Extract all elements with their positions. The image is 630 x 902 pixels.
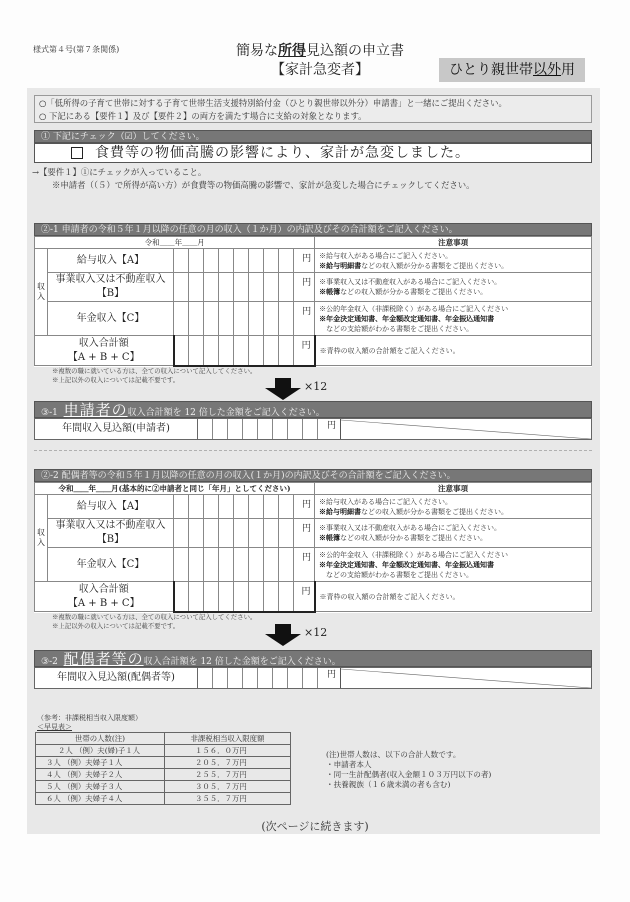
digit-cell[interactable]: [234, 302, 249, 336]
section-prefix: ③-2: [41, 657, 58, 667]
digit-cell[interactable]: [249, 273, 264, 302]
total-digit-cell[interactable]: [174, 336, 189, 366]
footnote: ※複数の職に就いている方は、全ての収入について記入してください。: [52, 367, 257, 375]
note-line: ※給与収入がある場合にご記入ください。: [319, 251, 453, 260]
yen-unit: 円: [294, 302, 315, 336]
digit-cell[interactable]: [219, 548, 234, 582]
checkbox-label: 食費等の物価高騰の影響により、家計が急変しました。: [95, 145, 470, 161]
multiplier-label: ×12: [304, 380, 328, 393]
tax-exempt-limit-table: [35, 732, 291, 805]
section-prefix: ③-1: [41, 408, 58, 418]
note-bold: ※給与明細書: [319, 260, 362, 270]
pension-notes: [315, 548, 592, 582]
digit-cell[interactable]: [204, 249, 219, 273]
digit-cell[interactable]: [243, 419, 258, 439]
form-number: 様式第４号(第７条関係): [33, 45, 120, 54]
digit-cell[interactable]: [189, 249, 204, 273]
page-title: [200, 42, 440, 80]
household-size: ６人 （例）夫婦子４人: [36, 793, 165, 805]
income-limit: ３５５．７万円: [165, 793, 291, 805]
digit-cell[interactable]: [174, 273, 189, 302]
section-2-2-header: ②-2 配偶者等の令和５年１月以降の任意の月の収入(１か月)の内訳及びその合計額をご記入ください。: [34, 469, 592, 482]
digit-cell[interactable]: [204, 548, 219, 582]
note-bold: ※給与明細書: [319, 506, 362, 516]
yen-unit: 円: [294, 495, 315, 519]
digit-cell[interactable]: [189, 519, 204, 548]
digit-cell[interactable]: [264, 519, 279, 548]
digit-cell[interactable]: [273, 419, 288, 439]
digit-cell[interactable]: [219, 273, 234, 302]
digit-cell[interactable]: [264, 249, 279, 273]
digit-cell[interactable]: [249, 548, 264, 582]
digit-cell[interactable]: [279, 249, 294, 273]
reference-subcaption: ＜早見表＞: [37, 723, 72, 731]
digit-cell[interactable]: [264, 302, 279, 336]
total-digit-cell[interactable]: [174, 582, 189, 612]
footnote: ※上記以外の収入については記載不要です。: [52, 622, 180, 630]
digit-cell[interactable]: [249, 495, 264, 519]
total-notes: ※青枠の収入額の合計額をご記入ください。: [315, 336, 592, 366]
note-bold: ※帳簿: [319, 533, 341, 542]
notes-header: 注意事項: [315, 483, 592, 495]
household-size: ２人 （例）夫(婦)子１人: [36, 745, 165, 757]
table-row: [36, 745, 291, 757]
notes-header: 注意事項: [315, 237, 592, 249]
form-type-badge: [439, 58, 585, 82]
digit-cell[interactable]: [204, 495, 219, 519]
yen-unit: 円: [294, 249, 315, 273]
total-digit-cell[interactable]: [189, 336, 204, 366]
down-arrow-icon: [265, 378, 301, 400]
total-income-label: [35, 582, 174, 612]
total-digit-cell[interactable]: [204, 582, 219, 612]
income-limit: １５６．０万円: [165, 745, 291, 757]
label-line-1: 事業収入又は不動産収入: [55, 274, 166, 285]
requirement-1-subtext: ※申請者（（５）で所得が高い方）が食費等の物価高騰の影響で、家計が急変した場合にチェックしてください。: [52, 180, 475, 190]
note-bold: ※帳簿: [319, 287, 341, 296]
label-line-2: 【B】: [96, 534, 125, 545]
total-notes: ※青枠の収入額の合計額をご記入ください。: [315, 582, 592, 612]
digit-cell[interactable]: [279, 302, 294, 336]
section-2-2-footnotes: [52, 613, 256, 631]
digit-cell[interactable]: [219, 302, 234, 336]
requirement-1-note: [32, 166, 475, 192]
digit-cell[interactable]: [228, 668, 243, 688]
digit-cell[interactable]: [258, 419, 273, 439]
total-digit-cell[interactable]: [204, 336, 219, 366]
annual-income-spouse-label: 年間収入見込額(配偶者等): [35, 668, 198, 688]
note-line: などの支給額がわかる書類をご提出ください。: [319, 324, 474, 333]
salary-notes: [315, 249, 592, 273]
household-count-note: [326, 750, 491, 790]
digit-cell[interactable]: [174, 302, 189, 336]
digit-cell[interactable]: [249, 519, 264, 548]
footnote: ※上記以外の収入については記載不要です。: [52, 376, 180, 384]
digit-cell[interactable]: [174, 249, 189, 273]
digit-cell[interactable]: [258, 668, 273, 688]
digit-cell[interactable]: [213, 668, 228, 688]
yen-unit: 円: [294, 519, 315, 548]
note-line: ※公的年金収入（非課税除く）がある場合にご記入ください: [319, 550, 509, 559]
page-subtitle: 【家計急変者】: [271, 62, 369, 78]
income-limit: ３０５．７万円: [165, 781, 291, 793]
section-2-1-header: ②-1 申請者の令和５年１月以降の任意の月の収入（１か月）の内訳及びその合計額をご記入ください。: [34, 223, 592, 236]
total-digit-cell[interactable]: [234, 336, 249, 366]
digit-cell[interactable]: [174, 548, 189, 582]
business-income-label: [48, 273, 174, 302]
section-divider: [34, 450, 592, 451]
notice-box: [34, 95, 592, 123]
business-notes: [315, 519, 592, 548]
section-1-header: ① 下記にチェック（☑）してください。: [34, 130, 592, 143]
label-line-1: 収入合計額: [78, 583, 129, 595]
column-header: 世帯の人数(注): [36, 733, 165, 745]
salary-income-label: 給与収入【A】: [48, 249, 174, 273]
yen-unit: 円: [294, 336, 315, 366]
digit-cell[interactable]: [234, 548, 249, 582]
digit-cell[interactable]: [264, 273, 279, 302]
note-line: などの支給額がわかる書類をご提出ください。: [319, 570, 474, 579]
total-digit-cell[interactable]: [189, 582, 204, 612]
label-line-1: 収入合計額: [78, 337, 129, 349]
digit-cell[interactable]: [234, 273, 249, 302]
note-rest: などの収入額が分かる書類をご提出ください。: [340, 534, 488, 542]
note-title: (注)世帯人数は、以下の合計人数です。: [326, 750, 461, 759]
digit-cell[interactable]: [174, 495, 189, 519]
section-emphasis: 配偶者等の: [63, 650, 144, 667]
note-item: ・扶養親族（１６歳未満の者も含む): [326, 780, 451, 789]
section-2-1-footnotes: [52, 367, 256, 385]
note-line: ※事業収入又は不動産収入がある場合にご記入ください。: [319, 524, 502, 532]
total-digit-cell[interactable]: [264, 582, 279, 612]
period-label: 令和＿＿年＿＿月(基本的に②申請者と同じ「年月」としてください): [35, 483, 315, 495]
section-3-1-header: [34, 401, 592, 418]
label-line-2: 【A + B + C】: [67, 351, 140, 363]
household-size: ５人 （例）夫婦子３人: [36, 781, 165, 793]
pension-notes: [315, 302, 592, 336]
period-label: 令和＿＿年＿＿月: [35, 237, 315, 249]
total-digit-cell[interactable]: [279, 582, 294, 612]
digit-cell[interactable]: [189, 495, 204, 519]
digit-cell[interactable]: [228, 419, 243, 439]
digit-cell[interactable]: [204, 519, 219, 548]
badge-suffix: 用: [561, 62, 575, 78]
section-3-2-header: [34, 650, 592, 667]
digit-cell[interactable]: [279, 273, 294, 302]
yen-unit: 円: [294, 582, 315, 612]
label-line-2: 【B】: [96, 288, 125, 299]
hardship-checkbox-row[interactable]: [34, 143, 592, 163]
diagonal-strike: [341, 419, 591, 439]
note-bold: ※年金決定通知書、年金額改定通知書、年金振込通知書: [319, 559, 495, 569]
applicant-income-table: [34, 236, 592, 367]
salary-notes: [315, 495, 592, 519]
reference-caption: （参考：非課税相当収入限度額）: [37, 714, 142, 722]
note-bold: ※年金決定通知書、年金額改定通知書、年金振込通知書: [319, 313, 495, 323]
income-side-label: 収入: [35, 249, 48, 336]
annual-income-applicant-row: [34, 418, 592, 440]
note-line: ※公的年金収入（非課税除く）がある場合にご記入ください: [319, 304, 509, 313]
digit-cell[interactable]: [234, 249, 249, 273]
digit-cell[interactable]: [279, 495, 294, 519]
income-limit: ２５５．７万円: [165, 769, 291, 781]
annual-income-spouse-row: [34, 667, 592, 689]
digit-cell[interactable]: [234, 495, 249, 519]
notice-line-1: ○「低所得の子育て世帯に対する子育て世帯生活支援特別給付金（ひとり親世帯以外分）申請書」と一緒にご提出ください。: [39, 98, 507, 108]
total-digit-cell[interactable]: [219, 336, 234, 366]
total-digit-cell[interactable]: [264, 336, 279, 366]
badge-underlined: 以外: [533, 62, 561, 78]
requirement-1-text: →【要件１】①にチェックが入っていること。: [32, 167, 207, 177]
digit-cell[interactable]: [219, 495, 234, 519]
digit-cell[interactable]: [249, 249, 264, 273]
section-rest: 収入合計額を 12 倍した金額をご記入ください。: [127, 408, 325, 418]
digit-cell[interactable]: [219, 249, 234, 273]
note-item: ・同一生計配偶者(収入金額１０３万円以下の者): [326, 770, 492, 779]
table-row: [36, 793, 291, 805]
household-size: ３人 （例）夫婦子１人: [36, 757, 165, 769]
annual-income-applicant-label: 年間収入見込額(申請者): [35, 419, 198, 439]
total-digit-cell[interactable]: [249, 582, 264, 612]
digit-cell[interactable]: [288, 668, 303, 688]
total-digit-cell[interactable]: [249, 336, 264, 366]
notice-line-2: ○ 下記にある【要件１】及び【要件２】の両方を満たす場合に支給の対象となります。: [39, 111, 367, 121]
digit-cell[interactable]: [279, 548, 294, 582]
title-prefix: 簡易な: [236, 43, 278, 59]
digit-cell[interactable]: [198, 419, 213, 439]
yen-unit: 円: [318, 668, 341, 688]
digit-cell[interactable]: [198, 668, 213, 688]
digit-cell[interactable]: [213, 419, 228, 439]
title-suffix: 見込額の申立書: [306, 43, 404, 59]
spouse-income-table: [34, 482, 592, 613]
income-side-label: 収入: [35, 495, 48, 582]
digit-cell[interactable]: [189, 548, 204, 582]
digit-cell[interactable]: [303, 419, 318, 439]
digit-cell[interactable]: [174, 519, 189, 548]
income-limit: ２０５．７万円: [165, 757, 291, 769]
note-rest: などの収入額が分かる書類をご提出ください。: [361, 261, 509, 270]
household-size: ４人 （例）夫婦子２人: [36, 769, 165, 781]
digit-cell[interactable]: [288, 419, 303, 439]
digit-cell[interactable]: [264, 495, 279, 519]
checkbox[interactable]: [71, 147, 83, 159]
table-row: [36, 757, 291, 769]
section-rest: 収入合計額を 12 倍した金額をご記入ください。: [143, 657, 341, 667]
digit-cell[interactable]: [243, 668, 258, 688]
salary-income-label: 給与収入【A】: [48, 495, 174, 519]
footnote: ※複数の職に就いている方は、全ての収入について記入してください。: [52, 613, 257, 621]
pension-income-label: 年金収入【C】: [48, 548, 174, 582]
pension-income-label: 年金収入【C】: [48, 302, 174, 336]
total-digit-cell[interactable]: [279, 336, 294, 366]
digit-cell[interactable]: [219, 519, 234, 548]
badge-prefix: ひとり親世帯: [449, 62, 533, 78]
label-line-1: 事業収入又は不動産収入: [55, 520, 166, 531]
digit-cell[interactable]: [189, 273, 204, 302]
digit-cell[interactable]: [264, 548, 279, 582]
digit-cell[interactable]: [189, 302, 204, 336]
label-line-2: 【A + B + C】: [67, 597, 140, 609]
business-income-label: [48, 519, 174, 548]
down-arrow-icon: [265, 624, 301, 646]
note-line: ※給与収入がある場合にご記入ください。: [319, 497, 453, 506]
table-row: [36, 781, 291, 793]
digit-cell[interactable]: [249, 302, 264, 336]
note-rest: などの収入額が分かる書類をご提出ください。: [340, 288, 488, 296]
digit-cell[interactable]: [273, 668, 288, 688]
digit-cell[interactable]: [303, 668, 318, 688]
table-row: [36, 769, 291, 781]
total-digit-cell[interactable]: [219, 582, 234, 612]
business-notes: [315, 273, 592, 302]
digit-cell[interactable]: [204, 302, 219, 336]
diagonal-strike: [341, 668, 591, 688]
column-header: 非課税相当収入限度額: [165, 733, 291, 745]
yen-unit: 円: [294, 273, 315, 302]
digit-cell[interactable]: [234, 519, 249, 548]
total-income-label: [35, 336, 174, 366]
continued-label: (次ページに続きます): [261, 820, 369, 833]
multiplier-label: ×12: [304, 626, 328, 639]
section-emphasis: 申請者の: [63, 401, 128, 418]
note-line: ※事業収入又は不動産収入がある場合にご記入ください。: [319, 278, 502, 286]
digit-cell[interactable]: [279, 519, 294, 548]
note-item: ・申請者本人: [326, 760, 372, 769]
digit-cell[interactable]: [204, 273, 219, 302]
yen-unit: 円: [294, 548, 315, 582]
note-rest: などの収入額が分かる書類をご提出ください。: [361, 507, 509, 516]
title-underlined: 所得: [278, 43, 306, 59]
total-digit-cell[interactable]: [234, 582, 249, 612]
yen-unit: 円: [318, 419, 341, 439]
